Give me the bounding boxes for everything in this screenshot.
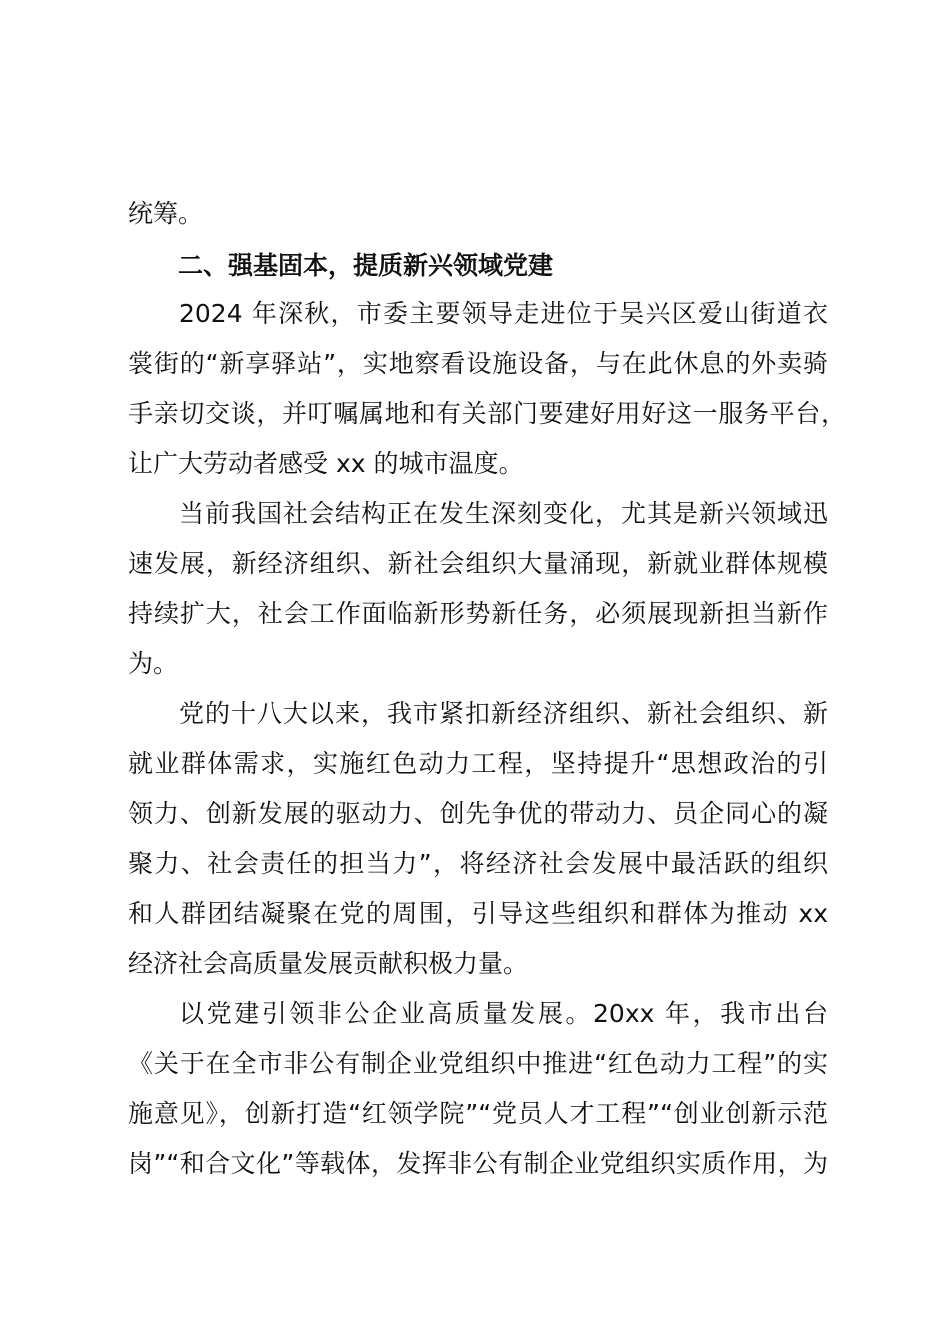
paragraph-line: 手亲切交谈，并叮嘱属地和有关部门要建好用好这一服务平台， bbox=[128, 399, 846, 428]
paragraph-line: 《关于在全市非公有制企业党组织中推进“红色动力工程”的实 bbox=[128, 1049, 828, 1078]
paragraph-line: 让广大劳动者感受 xx 的城市温度。 bbox=[128, 449, 524, 478]
paragraph-line: 党的十八大以来，我市紧扣新经济组织、新社会组织、新 bbox=[179, 699, 828, 728]
paragraph-line: 经济社会高质量发展贡献积极力量。 bbox=[128, 949, 529, 978]
paragraph-line: 施意见》，创新打造“红领学院”“党员人才工程”“创业创新示范 bbox=[128, 1099, 828, 1128]
paragraph-line: 统筹。 bbox=[128, 199, 204, 228]
section-heading: 二、强基固本，提质新兴领域党建 bbox=[178, 251, 554, 280]
paragraph-line: 岗”“和合文化”等载体，发挥非公有制企业党组织实质作用，为 bbox=[128, 1149, 828, 1178]
paragraph-line: 2024 年深秋，市委主要领导走进位于吴兴区爱山街道衣 bbox=[179, 299, 828, 328]
paragraph-line: 为。 bbox=[128, 649, 179, 678]
paragraph-line: 以党建引领非公企业高质量发展。20xx 年，我市出台 bbox=[179, 999, 828, 1028]
paragraph-line: 当前我国社会结构正在发生深刻变化，尤其是新兴领域迅 bbox=[179, 499, 828, 528]
paragraph-line: 速发展，新经济组织、新社会组织大量涌现，新就业群体规模 bbox=[128, 549, 828, 578]
paragraph-line: 持续扩大，社会工作面临新形势新任务，必须展现新担当新作 bbox=[128, 599, 828, 628]
paragraph-line: 聚力、社会责任的担当力”，将经济社会发展中最活跃的组织 bbox=[128, 849, 828, 878]
paragraph-line: 和人群团结凝聚在党的周围，引导这些组织和群体为推动 xx bbox=[128, 899, 828, 928]
paragraph-line: 领力、创新发展的驱动力、创先争优的带动力、员企同心的凝 bbox=[128, 799, 828, 828]
paragraph-line: 裳街的“新享驿站”，实地察看设施设备，与在此休息的外卖骑 bbox=[128, 349, 828, 378]
paragraph-line: 就业群体需求，实施红色动力工程，坚持提升“思想政治的引 bbox=[128, 749, 828, 778]
